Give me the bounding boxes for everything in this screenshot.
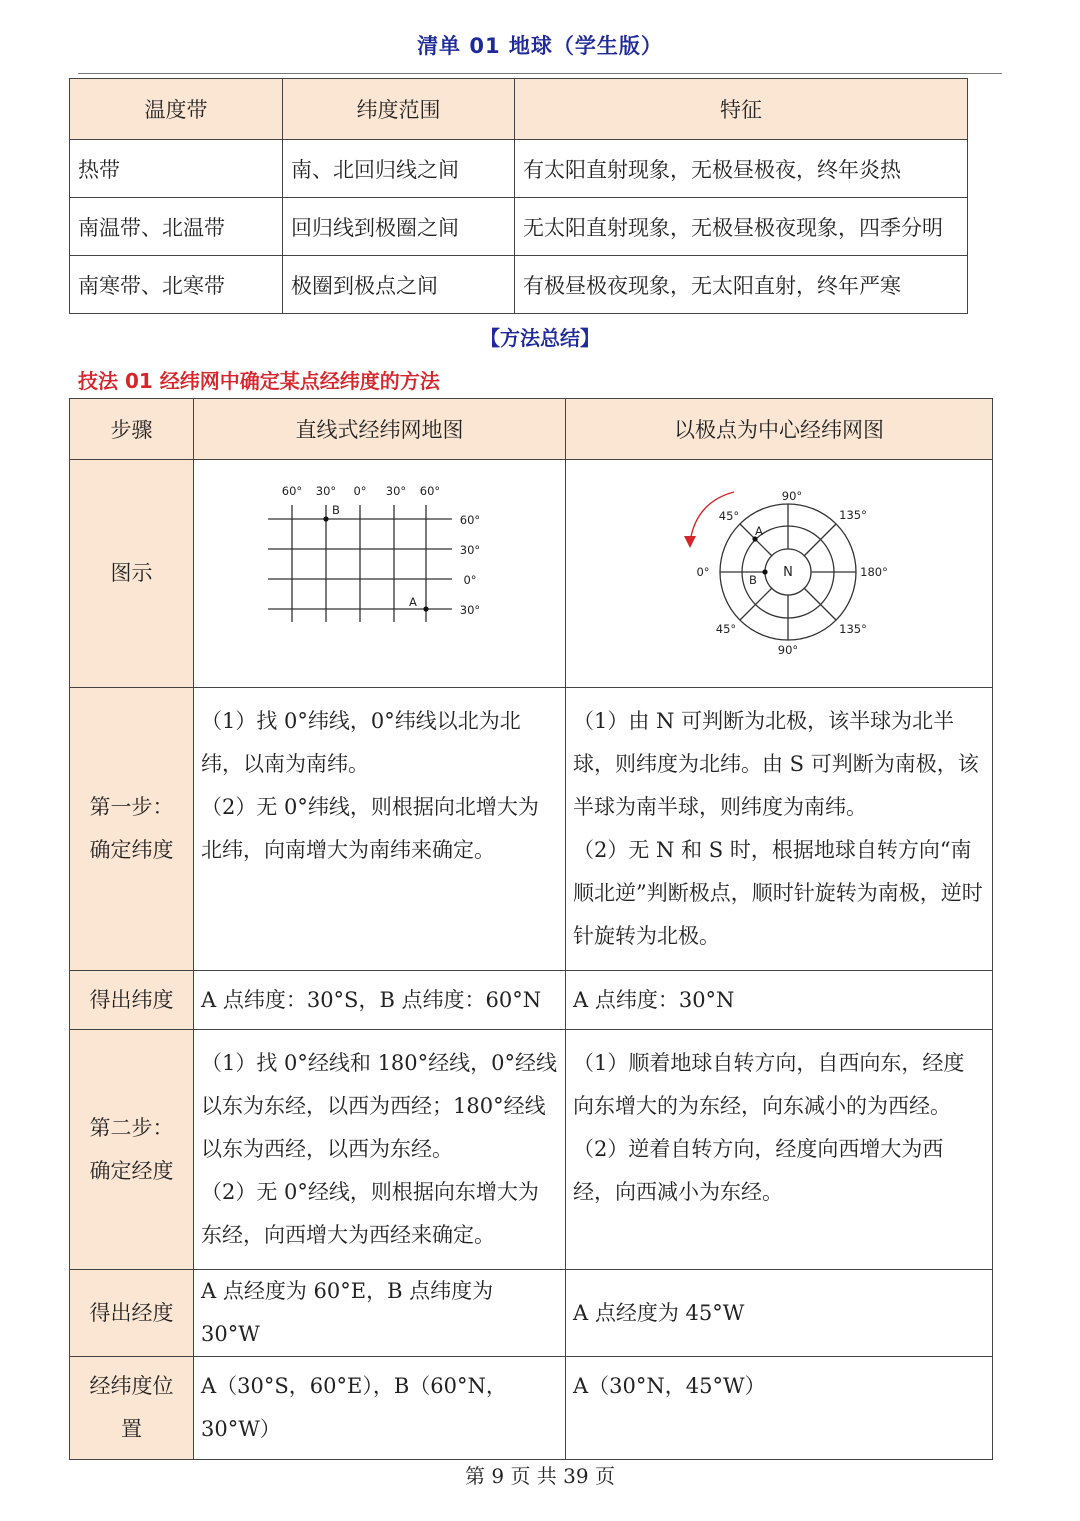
method-summary-heading: 【方法总结】 (480, 326, 600, 350)
table-row (70, 256, 968, 314)
zone-name: 南温带、北温带 (70, 198, 283, 256)
grid-right-label: 30° (459, 543, 481, 557)
method-table (69, 398, 993, 1460)
rectilinear-grid-diagram (194, 460, 564, 672)
column-header: 直线式经纬网地图 (194, 399, 566, 460)
grid-top-label: 30° (315, 484, 337, 498)
grid-right-label: 60° (459, 513, 481, 527)
column-header: 以极点为中心经纬网图 (566, 399, 993, 460)
grid-method-text: （1）找 0°纬线，0°纬线以北为北纬，以南为南纬。 （2）无 0°纬线，则根据向北增大为北纬，向南增大为南纬来确定。 (194, 688, 566, 971)
zone-feature: 有极昼极夜现象，无太阳直射，终年严寒 (515, 256, 968, 314)
table-row (70, 1357, 993, 1460)
table-header-row (70, 79, 968, 140)
polar-label-lower-left: 45° (715, 622, 737, 636)
grid-result-text: A 点纬度：30°S，B 点纬度：60°N (194, 971, 566, 1030)
grid-result-text: A 点经度为 60°E，B 点纬度为 30°W (194, 1270, 566, 1357)
zone-name: 热带 (70, 140, 283, 198)
grid-top-label: 60° (419, 484, 441, 498)
polar-method-text: （1）顺着地球自转方向，自西向东，经度向东增大的为东经，向东减小的为西经。 （2）逆着自转方向，经度向西增大为西经，向西减小为东经。 (566, 1030, 993, 1270)
point-b-label: B (749, 573, 757, 587)
table-row (70, 1030, 993, 1270)
polar-label-left: 0° (696, 565, 710, 579)
polar-result-text: A 点经度为 45°W (566, 1270, 993, 1357)
grid-top-label: 0° (353, 484, 367, 498)
step-label: 图示 (70, 460, 194, 688)
point-a-label: A (755, 524, 763, 538)
north-pole-label: N (783, 565, 793, 580)
grid-map-cell (194, 460, 566, 688)
technique-title: 技法 01 经纬网中确定某点经纬度的方法 (78, 369, 440, 393)
table-header-row (70, 399, 993, 460)
grid-top-label: 60° (281, 484, 303, 498)
grid-lines (268, 505, 452, 622)
zone-latitude: 南、北回归线之间 (283, 140, 515, 198)
grid-position-text: A（30°S，60°E），B（60°N，30°W） (194, 1357, 566, 1460)
polar-label-bottom: 90° (777, 643, 799, 657)
polar-label-upper-left: 45° (718, 509, 740, 523)
point-a-label: A (409, 595, 417, 609)
zone-feature: 无太阳直射现象，无极昼极夜现象，四季分明 (515, 198, 968, 256)
polar-label-upper-right: 135° (839, 508, 867, 522)
polar-label-top: 90° (781, 489, 803, 503)
zone-feature: 有太阳直射现象，无极昼极夜，终年炎热 (515, 140, 968, 198)
zone-latitude: 极圈到极点之间 (283, 256, 515, 314)
polar-map-cell (566, 460, 993, 688)
column-header: 温度带 (70, 79, 283, 140)
polar-position-text: A（30°N，45°W） (566, 1357, 993, 1460)
column-header: 纬度范围 (283, 79, 515, 140)
zone-latitude: 回归线到极圈之间 (283, 198, 515, 256)
page-title: 清单 01 地球（学生版） (417, 34, 663, 58)
step-label: 第二步： 确定经度 (70, 1030, 194, 1270)
polar-label-right: 180° (860, 565, 888, 579)
grid-top-label: 30° (385, 484, 407, 498)
point-a-marker (423, 606, 428, 611)
point-b-marker (323, 516, 328, 521)
point-b-marker (762, 569, 767, 574)
table-row (70, 971, 993, 1030)
temperature-zone-table (69, 78, 968, 314)
column-header: 步骤 (70, 399, 194, 460)
polar-label-lower-right: 135° (839, 622, 867, 636)
zone-name: 南寒带、北寒带 (70, 256, 283, 314)
polar-method-text: （1）由 N 可判断为北极，该半球为北半球，则纬度为北纬。由 S 可判断为南极，该半球为南半球，则纬度为南纬。 （2）无 N 和 S 时，根据地球自转方向“南顺北逆”判断极点，顺时针旋转为南极，逆时针旋转为北极。 (566, 688, 993, 971)
table-row (70, 140, 968, 198)
table-row (70, 688, 993, 971)
point-b-label: B (332, 503, 340, 517)
grid-method-text: （1）找 0°经线和 180°经线，0°经线以东为东经，以西为西经；180°经线以东为西经，以西为东经。 （2）无 0°经线，则根据向东增大为东经，向西增大为西经来确定。 (194, 1030, 566, 1270)
grid-right-label: 0° (463, 573, 477, 587)
step-label: 第一步： 确定纬度 (70, 688, 194, 971)
table-row (70, 198, 968, 256)
figure-row (70, 460, 993, 688)
step-label: 得出纬度 (70, 971, 194, 1030)
step-label: 得出经度 (70, 1270, 194, 1357)
column-header: 特征 (515, 79, 968, 140)
page-footer: 第 9 页 共 39 页 (465, 1464, 615, 1488)
table-row (70, 1270, 993, 1357)
grid-right-label: 30° (459, 603, 481, 617)
polar-result-text: A 点纬度：30°N (566, 971, 993, 1030)
title-divider (78, 73, 1002, 74)
polar-grid-diagram (566, 460, 991, 672)
rotation-arrowhead-icon (684, 536, 696, 548)
step-label: 经纬度位置 (70, 1357, 194, 1460)
